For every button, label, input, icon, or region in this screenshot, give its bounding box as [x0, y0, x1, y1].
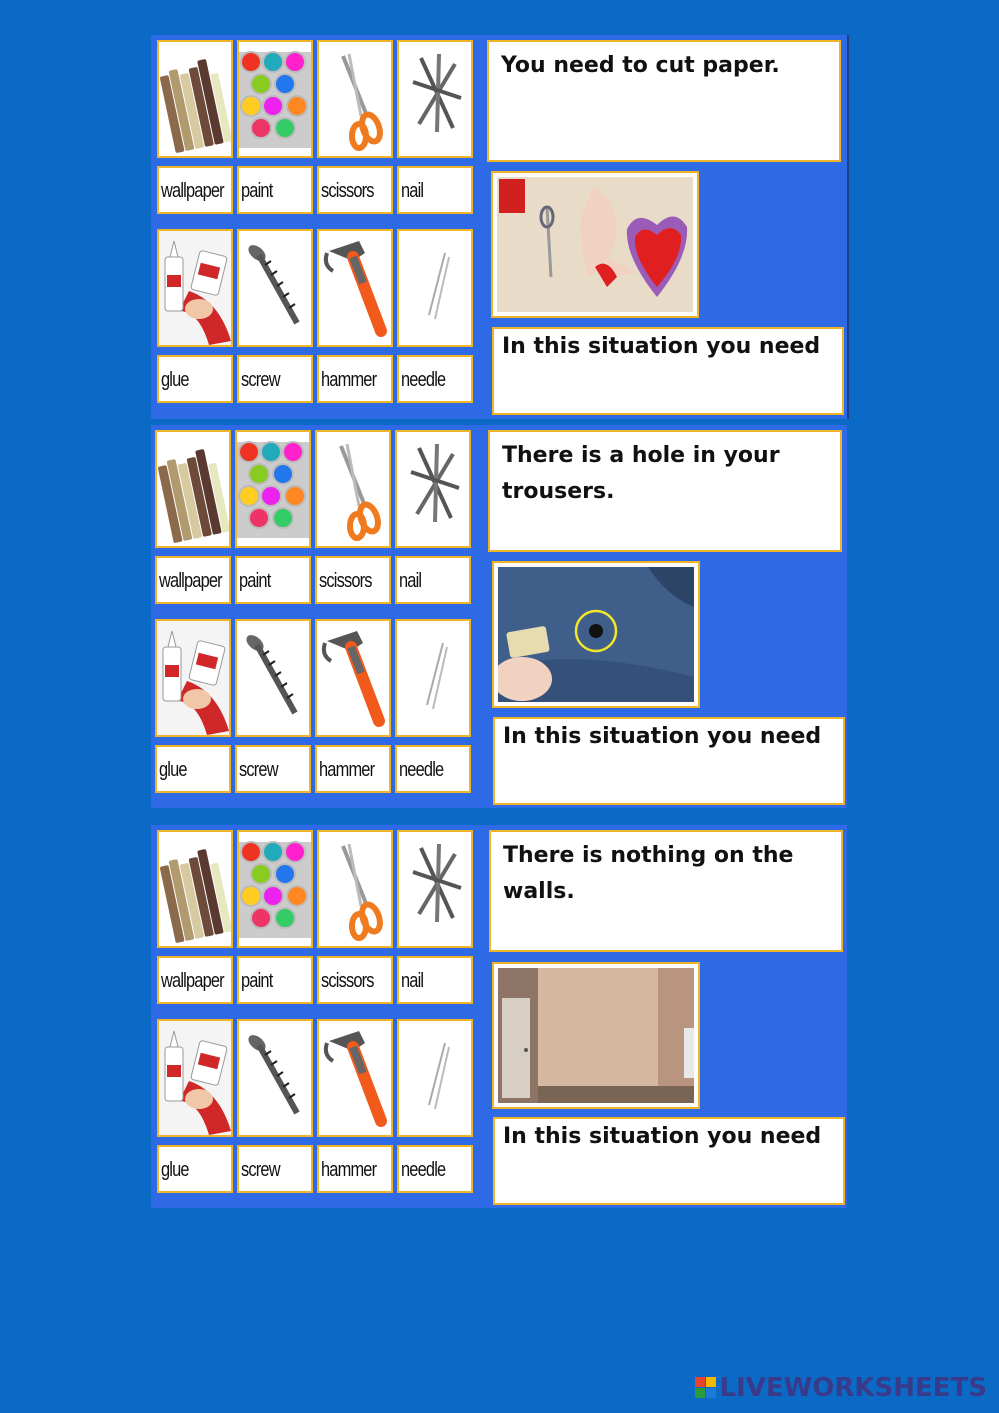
label-glue: glue [155, 745, 231, 793]
empty-room-photo [498, 968, 694, 1103]
nails-icon [399, 42, 471, 156]
glue-bottle-icon [159, 231, 231, 345]
needle-picture[interactable] [397, 1019, 473, 1137]
situation-text: There is nothing on the walls. [503, 843, 794, 904]
label-glue: glue [157, 355, 233, 403]
label-paint: paint [235, 556, 311, 604]
situation-box [487, 40, 841, 162]
needle-icon [399, 231, 471, 345]
paint-picture[interactable] [237, 830, 313, 948]
needle-icon [397, 621, 469, 735]
hammer-icon [317, 621, 389, 735]
hammer-picture[interactable] [317, 1019, 393, 1137]
glue-bottle-icon [157, 621, 229, 735]
label-glue: glue [157, 1145, 233, 1193]
answer-box[interactable] [492, 327, 844, 415]
situation-box [489, 830, 843, 952]
scissors-picture[interactable] [317, 830, 393, 948]
needle-picture[interactable] [397, 229, 473, 347]
answer-box[interactable] [493, 717, 845, 805]
screw-picture[interactable] [237, 1019, 313, 1137]
label-nail: nail [395, 556, 471, 604]
hammer-picture[interactable] [315, 619, 391, 737]
situation-text: You need to cut paper. [501, 53, 780, 78]
brand-name: LIVEWORKSHEETS [719, 1373, 987, 1403]
label-needle: needle [397, 1145, 473, 1193]
glue-bottle-icon [159, 1021, 231, 1135]
exercise-panel-3 [151, 825, 847, 1208]
wallpaper-picture[interactable] [155, 430, 231, 548]
hammer-picture[interactable] [317, 229, 393, 347]
wallpaper-picture[interactable] [157, 830, 233, 948]
cutting-paper-photo [497, 177, 693, 312]
scissors-picture[interactable] [317, 40, 393, 158]
screw-picture[interactable] [237, 229, 313, 347]
nail-picture[interactable] [397, 830, 473, 948]
label-paint: paint [237, 166, 313, 214]
label-screw: screw [237, 1145, 313, 1193]
paint-picture[interactable] [235, 430, 311, 548]
answer-prompt: In this situation you need [502, 334, 821, 359]
hammer-icon [319, 1021, 391, 1135]
label-nail: nail [397, 166, 473, 214]
scissors-icon [319, 42, 391, 156]
scissors-picture[interactable] [315, 430, 391, 548]
wallpaper-rolls-icon [159, 42, 231, 156]
label-needle: needle [397, 355, 473, 403]
scissors-icon [319, 832, 391, 946]
wallpaper-picture[interactable] [157, 40, 233, 158]
trousers-hole-photo [498, 567, 694, 702]
label-wallpaper: wallpaper [155, 556, 231, 604]
nail-picture[interactable] [395, 430, 471, 548]
hammer-icon [319, 231, 391, 345]
label-scissors: scissors [317, 956, 393, 1004]
answer-prompt: In this situation you need [503, 1124, 822, 1149]
label-screw: screw [237, 355, 313, 403]
wallpaper-rolls-icon [159, 832, 231, 946]
answer-box[interactable] [493, 1117, 845, 1205]
scissors-icon [317, 432, 389, 546]
glue-picture[interactable] [157, 229, 233, 347]
nails-icon [399, 832, 471, 946]
screw-picture[interactable] [235, 619, 311, 737]
paint-cans-icon [237, 432, 309, 546]
glue-picture[interactable] [155, 619, 231, 737]
screw-icon [237, 621, 309, 735]
paint-cans-icon [239, 42, 311, 156]
liveworksheets-mark-icon [695, 1377, 717, 1399]
needle-icon [399, 1021, 471, 1135]
situation-photo [491, 171, 699, 318]
label-screw: screw [235, 745, 311, 793]
liveworksheets-logo [695, 1373, 987, 1403]
situation-photo [492, 962, 700, 1109]
label-hammer: hammer [317, 1145, 393, 1193]
nail-picture[interactable] [397, 40, 473, 158]
situation-photo [492, 561, 700, 708]
paint-cans-icon [239, 832, 311, 946]
wallpaper-rolls-icon [157, 432, 229, 546]
label-nail: nail [397, 956, 473, 1004]
label-wallpaper: wallpaper [157, 956, 233, 1004]
label-wallpaper: wallpaper [157, 166, 233, 214]
nails-icon [397, 432, 469, 546]
label-hammer: hammer [315, 745, 391, 793]
label-scissors: scissors [315, 556, 391, 604]
situation-text: There is a hole in your trousers. [502, 443, 780, 504]
needle-picture[interactable] [395, 619, 471, 737]
label-scissors: scissors [317, 166, 393, 214]
screw-icon [239, 231, 311, 345]
label-hammer: hammer [317, 355, 393, 403]
screw-icon [239, 1021, 311, 1135]
label-needle: needle [395, 745, 471, 793]
exercise-panel-2 [151, 425, 847, 808]
paint-picture[interactable] [237, 40, 313, 158]
exercise-panel-1 [151, 35, 849, 419]
glue-picture[interactable] [157, 1019, 233, 1137]
answer-prompt: In this situation you need [503, 724, 822, 749]
label-paint: paint [237, 956, 313, 1004]
situation-box [488, 430, 842, 552]
